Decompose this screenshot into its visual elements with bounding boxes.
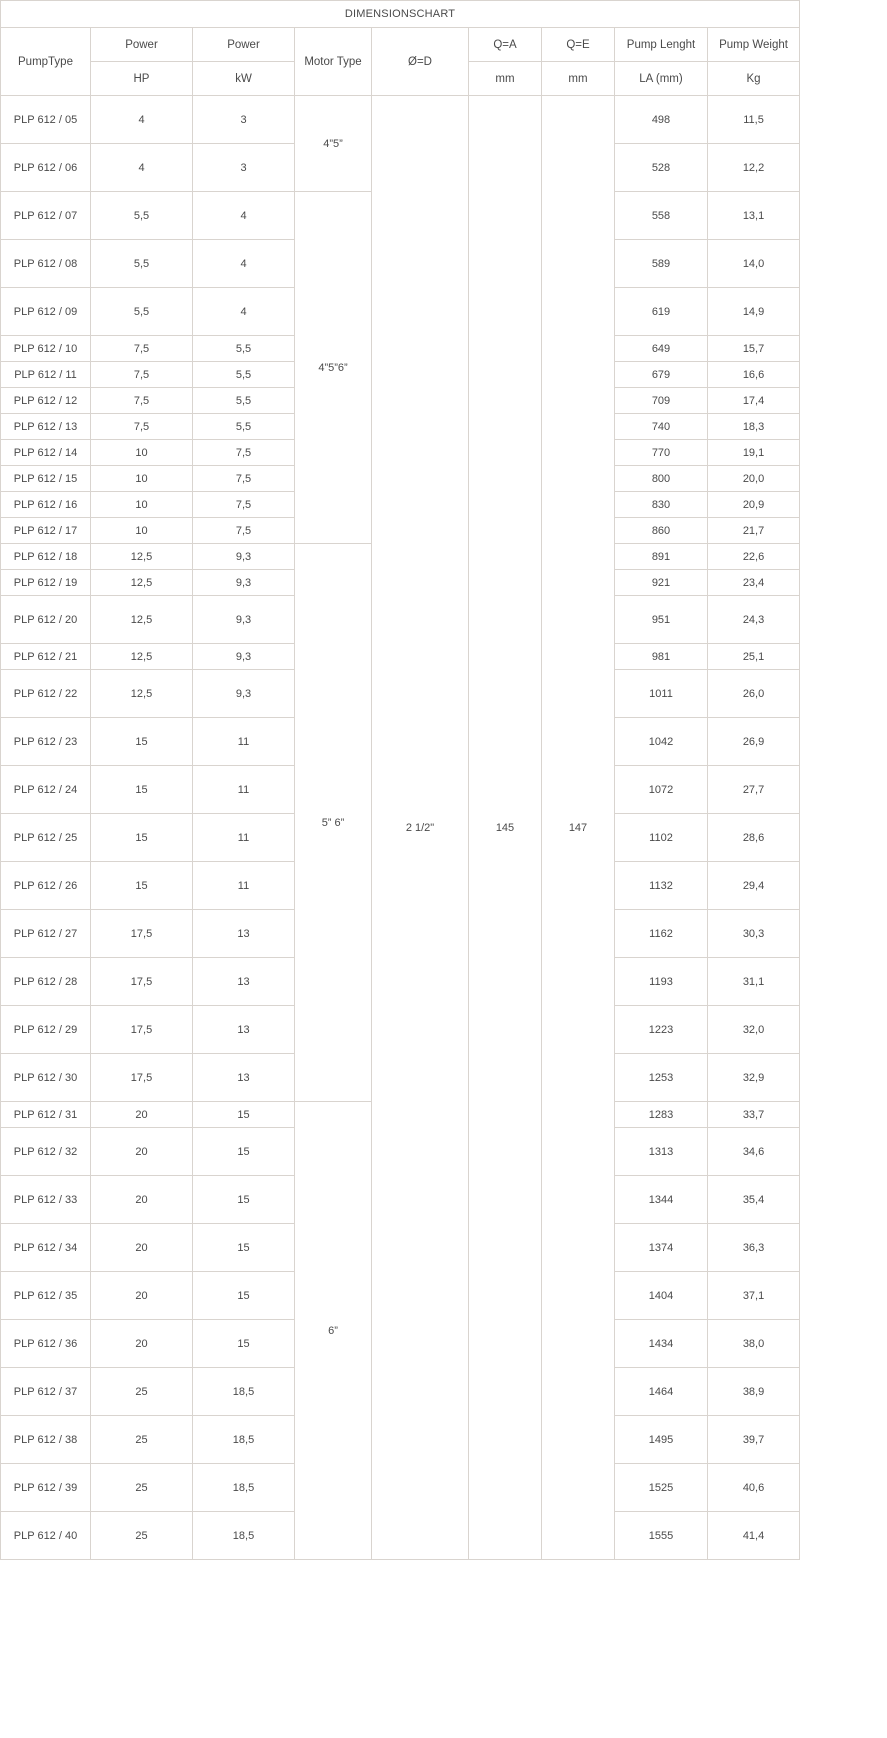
table-row xyxy=(1,96,800,144)
cell-power-kw: 15 xyxy=(193,1224,295,1272)
cell-pump-type: PLP 612 / 06 xyxy=(1,144,91,192)
cell-pump-weight: 32,0 xyxy=(708,1006,800,1054)
cell-pump-type: PLP 612 / 14 xyxy=(1,440,91,466)
cell-power-hp: 5,5 xyxy=(91,288,193,336)
cell-pump-length: 1193 xyxy=(615,958,708,1006)
cell-pump-weight: 20,0 xyxy=(708,466,800,492)
cell-power-kw: 9,3 xyxy=(193,644,295,670)
cell-power-kw: 9,3 xyxy=(193,544,295,570)
cell-power-kw: 18,5 xyxy=(193,1464,295,1512)
cell-power-hp: 4 xyxy=(91,96,193,144)
cell-pump-length: 740 xyxy=(615,414,708,440)
header-unit-q-a: mm xyxy=(469,62,542,96)
cell-pump-weight: 41,4 xyxy=(708,1512,800,1560)
cell-power-kw: 7,5 xyxy=(193,440,295,466)
cell-pump-weight: 15,7 xyxy=(708,336,800,362)
cell-power-hp: 12,5 xyxy=(91,570,193,596)
cell-pump-type: PLP 612 / 10 xyxy=(1,336,91,362)
cell-pump-weight: 28,6 xyxy=(708,814,800,862)
cell-pump-type: PLP 612 / 09 xyxy=(1,288,91,336)
cell-pump-weight: 32,9 xyxy=(708,1054,800,1102)
cell-power-hp: 4 xyxy=(91,144,193,192)
chart-title-row xyxy=(1,1,800,28)
header-unit-kw: kW xyxy=(193,62,295,96)
cell-pump-weight: 24,3 xyxy=(708,596,800,644)
cell-pump-length: 951 xyxy=(615,596,708,644)
cell-power-kw: 13 xyxy=(193,1054,295,1102)
cell-power-hp: 15 xyxy=(91,814,193,862)
cell-pump-length: 709 xyxy=(615,388,708,414)
cell-pump-type: PLP 612 / 11 xyxy=(1,362,91,388)
cell-pump-type: PLP 612 / 31 xyxy=(1,1102,91,1128)
cell-power-kw: 15 xyxy=(193,1102,295,1128)
cell-pump-type: PLP 612 / 16 xyxy=(1,492,91,518)
cell-power-kw: 5,5 xyxy=(193,414,295,440)
cell-pump-length: 1011 xyxy=(615,670,708,718)
cell-pump-length: 770 xyxy=(615,440,708,466)
cell-power-hp: 7,5 xyxy=(91,388,193,414)
cell-power-kw: 5,5 xyxy=(193,388,295,414)
header-power-hp-group: Power xyxy=(91,28,193,62)
cell-pump-weight: 34,6 xyxy=(708,1128,800,1176)
cell-power-hp: 20 xyxy=(91,1128,193,1176)
cell-pump-length: 1162 xyxy=(615,910,708,958)
cell-power-kw: 11 xyxy=(193,862,295,910)
cell-power-hp: 25 xyxy=(91,1416,193,1464)
cell-power-kw: 13 xyxy=(193,1006,295,1054)
cell-pump-weight: 30,3 xyxy=(708,910,800,958)
cell-power-hp: 12,5 xyxy=(91,596,193,644)
cell-pump-weight: 26,0 xyxy=(708,670,800,718)
cell-motor-type: 6” xyxy=(295,1102,372,1560)
cell-power-hp: 5,5 xyxy=(91,240,193,288)
cell-power-kw: 9,3 xyxy=(193,670,295,718)
cell-power-kw: 7,5 xyxy=(193,466,295,492)
cell-power-hp: 20 xyxy=(91,1176,193,1224)
cell-pump-type: PLP 612 / 15 xyxy=(1,466,91,492)
cell-pump-length: 1253 xyxy=(615,1054,708,1102)
cell-pump-type: PLP 612 / 29 xyxy=(1,1006,91,1054)
cell-pump-weight: 37,1 xyxy=(708,1272,800,1320)
cell-pump-type: PLP 612 / 22 xyxy=(1,670,91,718)
header-diameter-d: Ø=D xyxy=(372,28,469,96)
cell-q-a: 145 xyxy=(469,96,542,1560)
cell-power-hp: 12,5 xyxy=(91,644,193,670)
cell-pump-length: 1525 xyxy=(615,1464,708,1512)
cell-pump-length: 1555 xyxy=(615,1512,708,1560)
cell-pump-weight: 27,7 xyxy=(708,766,800,814)
cell-diameter-d: 2 1/2" xyxy=(372,96,469,1560)
cell-pump-length: 619 xyxy=(615,288,708,336)
cell-pump-length: 498 xyxy=(615,96,708,144)
cell-power-kw: 13 xyxy=(193,910,295,958)
cell-power-kw: 3 xyxy=(193,144,295,192)
cell-power-kw: 15 xyxy=(193,1320,295,1368)
header-unit-hp: HP xyxy=(91,62,193,96)
cell-power-hp: 17,5 xyxy=(91,1006,193,1054)
cell-power-hp: 10 xyxy=(91,492,193,518)
cell-pump-weight: 33,7 xyxy=(708,1102,800,1128)
cell-pump-weight: 39,7 xyxy=(708,1416,800,1464)
page-title: DIMENSIONSCHART xyxy=(1,1,800,28)
cell-pump-type: PLP 612 / 26 xyxy=(1,862,91,910)
cell-power-hp: 17,5 xyxy=(91,1054,193,1102)
cell-pump-weight: 16,6 xyxy=(708,362,800,388)
cell-pump-type: PLP 612 / 07 xyxy=(1,192,91,240)
cell-pump-weight: 29,4 xyxy=(708,862,800,910)
cell-pump-type: PLP 612 / 30 xyxy=(1,1054,91,1102)
cell-power-kw: 13 xyxy=(193,958,295,1006)
cell-pump-weight: 17,4 xyxy=(708,388,800,414)
cell-pump-weight: 25,1 xyxy=(708,644,800,670)
cell-pump-length: 830 xyxy=(615,492,708,518)
cell-power-hp: 5,5 xyxy=(91,192,193,240)
cell-pump-type: PLP 612 / 40 xyxy=(1,1512,91,1560)
header-motor-type: Motor Type xyxy=(295,28,372,96)
cell-pump-type: PLP 612 / 27 xyxy=(1,910,91,958)
cell-power-kw: 9,3 xyxy=(193,596,295,644)
cell-pump-length: 1404 xyxy=(615,1272,708,1320)
cell-pump-weight: 36,3 xyxy=(708,1224,800,1272)
cell-power-hp: 7,5 xyxy=(91,414,193,440)
cell-pump-length: 981 xyxy=(615,644,708,670)
cell-pump-type: PLP 612 / 23 xyxy=(1,718,91,766)
header-power-kw-group: Power xyxy=(193,28,295,62)
header-unit-pump-weight: Kg xyxy=(708,62,800,96)
cell-pump-length: 528 xyxy=(615,144,708,192)
cell-pump-length: 1495 xyxy=(615,1416,708,1464)
cell-pump-length: 1042 xyxy=(615,718,708,766)
cell-pump-type: PLP 612 / 25 xyxy=(1,814,91,862)
cell-motor-type: 4”5”6” xyxy=(295,192,372,544)
cell-power-hp: 25 xyxy=(91,1368,193,1416)
cell-q-e: 147 xyxy=(542,96,615,1560)
header-row-1 xyxy=(1,28,800,62)
cell-pump-length: 1102 xyxy=(615,814,708,862)
cell-pump-weight: 22,6 xyxy=(708,544,800,570)
cell-pump-length: 1223 xyxy=(615,1006,708,1054)
cell-pump-type: PLP 612 / 32 xyxy=(1,1128,91,1176)
cell-pump-weight: 40,6 xyxy=(708,1464,800,1512)
cell-power-hp: 15 xyxy=(91,718,193,766)
cell-power-hp: 12,5 xyxy=(91,544,193,570)
cell-pump-length: 589 xyxy=(615,240,708,288)
header-pump-length: Pump Lenght xyxy=(615,28,708,62)
cell-pump-weight: 38,0 xyxy=(708,1320,800,1368)
cell-power-hp: 17,5 xyxy=(91,910,193,958)
cell-power-kw: 18,5 xyxy=(193,1368,295,1416)
cell-power-hp: 25 xyxy=(91,1464,193,1512)
cell-pump-weight: 14,0 xyxy=(708,240,800,288)
cell-pump-weight: 19,1 xyxy=(708,440,800,466)
cell-power-hp: 15 xyxy=(91,862,193,910)
cell-power-kw: 15 xyxy=(193,1176,295,1224)
cell-pump-weight: 38,9 xyxy=(708,1368,800,1416)
cell-pump-weight: 21,7 xyxy=(708,518,800,544)
header-pump-weight: Pump Weight xyxy=(708,28,800,62)
cell-power-kw: 7,5 xyxy=(193,492,295,518)
cell-pump-type: PLP 612 / 19 xyxy=(1,570,91,596)
cell-pump-type: PLP 612 / 20 xyxy=(1,596,91,644)
cell-pump-type: PLP 612 / 17 xyxy=(1,518,91,544)
cell-pump-weight: 23,4 xyxy=(708,570,800,596)
cell-pump-weight: 18,3 xyxy=(708,414,800,440)
cell-pump-weight: 14,9 xyxy=(708,288,800,336)
cell-pump-weight: 12,2 xyxy=(708,144,800,192)
cell-pump-length: 891 xyxy=(615,544,708,570)
cell-power-hp: 15 xyxy=(91,766,193,814)
cell-pump-weight: 11,5 xyxy=(708,96,800,144)
cell-pump-length: 921 xyxy=(615,570,708,596)
cell-power-hp: 20 xyxy=(91,1320,193,1368)
cell-power-hp: 10 xyxy=(91,440,193,466)
cell-power-kw: 15 xyxy=(193,1128,295,1176)
cell-power-kw: 15 xyxy=(193,1272,295,1320)
cell-pump-length: 1283 xyxy=(615,1102,708,1128)
cell-pump-type: PLP 612 / 24 xyxy=(1,766,91,814)
cell-power-kw: 3 xyxy=(193,96,295,144)
cell-power-hp: 20 xyxy=(91,1102,193,1128)
cell-pump-type: PLP 612 / 35 xyxy=(1,1272,91,1320)
cell-power-hp: 7,5 xyxy=(91,362,193,388)
cell-power-kw: 9,3 xyxy=(193,570,295,596)
cell-pump-weight: 13,1 xyxy=(708,192,800,240)
cell-pump-type: PLP 612 / 36 xyxy=(1,1320,91,1368)
header-unit-pump-length: LA (mm) xyxy=(615,62,708,96)
header-q-e: Q=E xyxy=(542,28,615,62)
cell-pump-length: 1313 xyxy=(615,1128,708,1176)
cell-motor-type: 4”5” xyxy=(295,96,372,192)
cell-pump-length: 679 xyxy=(615,362,708,388)
cell-pump-type: PLP 612 / 34 xyxy=(1,1224,91,1272)
cell-power-hp: 20 xyxy=(91,1224,193,1272)
cell-pump-weight: 20,9 xyxy=(708,492,800,518)
cell-power-kw: 11 xyxy=(193,718,295,766)
cell-pump-length: 649 xyxy=(615,336,708,362)
cell-power-kw: 7,5 xyxy=(193,518,295,544)
cell-pump-length: 1344 xyxy=(615,1176,708,1224)
cell-power-kw: 18,5 xyxy=(193,1512,295,1560)
cell-power-hp: 25 xyxy=(91,1512,193,1560)
cell-power-hp: 10 xyxy=(91,518,193,544)
cell-pump-type: PLP 612 / 38 xyxy=(1,1416,91,1464)
cell-pump-length: 1132 xyxy=(615,862,708,910)
cell-power-hp: 12,5 xyxy=(91,670,193,718)
cell-power-hp: 20 xyxy=(91,1272,193,1320)
cell-pump-type: PLP 612 / 37 xyxy=(1,1368,91,1416)
header-pump-type: PumpType xyxy=(1,28,91,96)
cell-pump-length: 1464 xyxy=(615,1368,708,1416)
cell-pump-weight: 31,1 xyxy=(708,958,800,1006)
cell-pump-type: PLP 612 / 33 xyxy=(1,1176,91,1224)
cell-pump-length: 800 xyxy=(615,466,708,492)
header-unit-q-e: mm xyxy=(542,62,615,96)
cell-pump-weight: 26,9 xyxy=(708,718,800,766)
cell-pump-length: 1374 xyxy=(615,1224,708,1272)
cell-power-kw: 11 xyxy=(193,814,295,862)
cell-pump-type: PLP 612 / 08 xyxy=(1,240,91,288)
cell-power-kw: 4 xyxy=(193,240,295,288)
cell-pump-length: 860 xyxy=(615,518,708,544)
cell-power-hp: 17,5 xyxy=(91,958,193,1006)
cell-pump-type: PLP 612 / 05 xyxy=(1,96,91,144)
cell-pump-type: PLP 612 / 28 xyxy=(1,958,91,1006)
cell-power-kw: 11 xyxy=(193,766,295,814)
cell-power-kw: 18,5 xyxy=(193,1416,295,1464)
cell-motor-type: 5” 6” xyxy=(295,544,372,1102)
cell-pump-type: PLP 612 / 39 xyxy=(1,1464,91,1512)
cell-power-kw: 4 xyxy=(193,288,295,336)
cell-power-kw: 5,5 xyxy=(193,336,295,362)
cell-power-hp: 7,5 xyxy=(91,336,193,362)
cell-power-kw: 4 xyxy=(193,192,295,240)
cell-pump-type: PLP 612 / 13 xyxy=(1,414,91,440)
header-q-a: Q=A xyxy=(469,28,542,62)
cell-pump-weight: 35,4 xyxy=(708,1176,800,1224)
cell-pump-length: 1434 xyxy=(615,1320,708,1368)
cell-power-hp: 10 xyxy=(91,466,193,492)
cell-pump-type: PLP 612 / 12 xyxy=(1,388,91,414)
cell-pump-length: 1072 xyxy=(615,766,708,814)
cell-pump-type: PLP 612 / 18 xyxy=(1,544,91,570)
cell-pump-type: PLP 612 / 21 xyxy=(1,644,91,670)
cell-power-kw: 5,5 xyxy=(193,362,295,388)
cell-pump-length: 558 xyxy=(615,192,708,240)
